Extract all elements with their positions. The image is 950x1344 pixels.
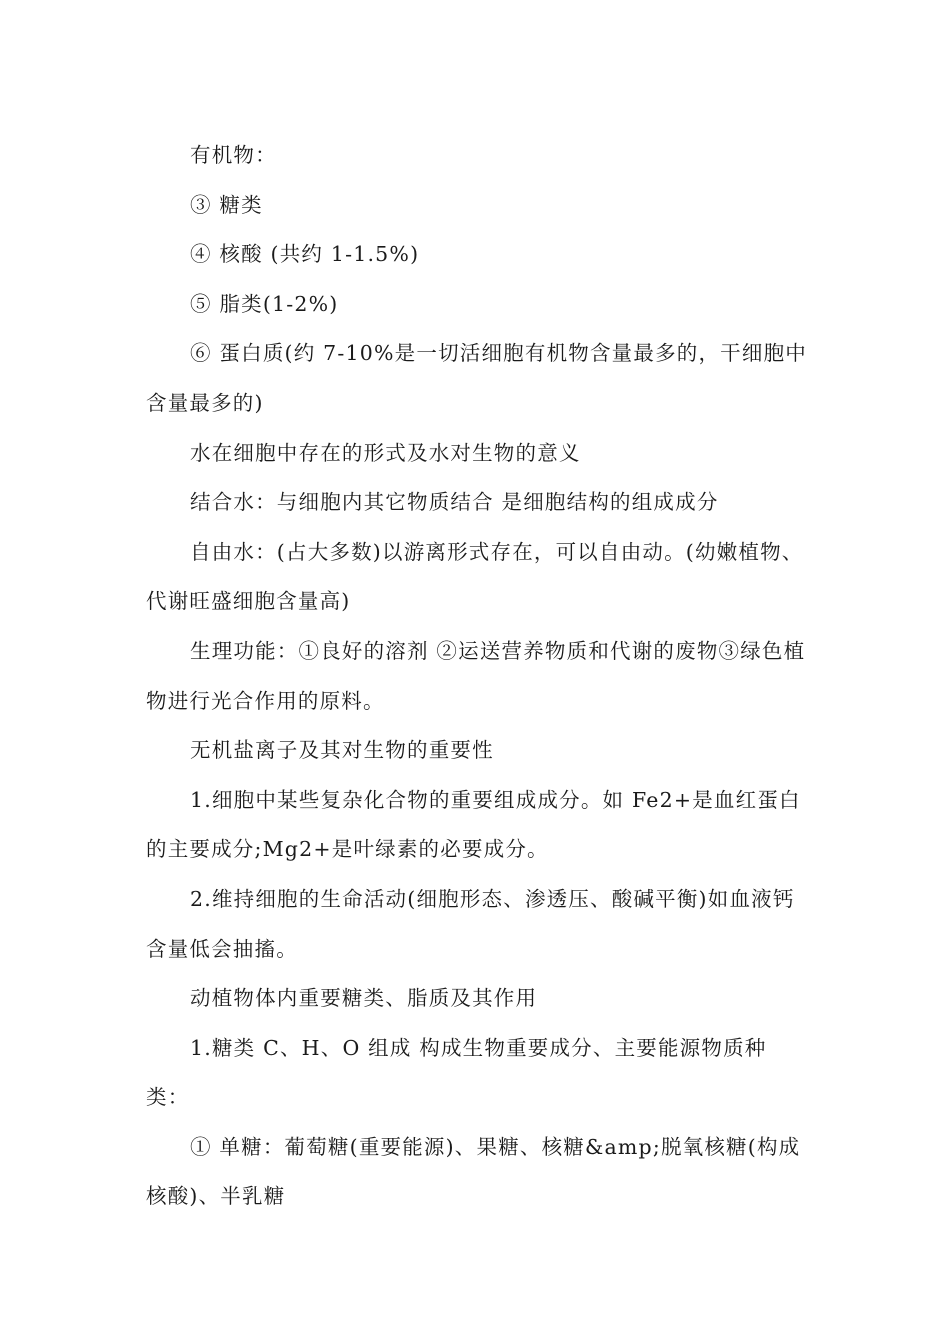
paragraph-organic-matter-heading: 有机物： (190, 143, 277, 167)
paragraph-sugars-lipids-heading: 动植物体内重要糖类、脂质及其作用 (190, 986, 538, 1011)
paragraph-inorganic-salts-heading: 无机盐离子及其对生物的重要性 (190, 738, 494, 763)
paragraph-bound-water: 结合水：与细胞内其它物质结合 是细胞结构的组成成分 (190, 490, 719, 515)
paragraph-water-forms-heading: 水在细胞中存在的形式及水对生物的意义 (190, 440, 581, 465)
paragraph-nucleic-acid: ④ 核酸 (共约 1-1.5%) (190, 242, 420, 267)
paragraph-protein: ⑥ 蛋白质(约 7-10%是一切活细胞有机物含量最多的，干细胞中含量最多的) (146, 341, 807, 415)
paragraph-sugar-composition: 1.糖类 C、H、O 组成 构成生物重要成分、主要能源物质种类： (146, 1035, 767, 1110)
paragraph-monosaccharides: ① 单糖：葡萄糖(重要能源)、果糖、核糖&amp;脱氧核糖(构成核酸)、半乳糖 (146, 1134, 801, 1209)
paragraph-salts-point-1: 1.细胞中某些复杂化合物的重要组成成分。如 Fe2+是血红蛋白的主要成分;Mg2+是叶绿素的必要成分。 (146, 787, 801, 862)
document-body (146, 131, 808, 1222)
paragraph-sugars: ③ 糖类 (190, 192, 263, 217)
paragraph-salts-point-2: 2.维持细胞的生命活动(细胞形态、渗透压、酸碱平衡)如血液钙含量低会抽搐。 (146, 886, 795, 961)
paragraph-water-functions: 生理功能：①良好的溶剂 ②运送营养物质和代谢的废物③绿色植物进行光合作用的原料。 (146, 638, 806, 713)
paragraph-free-water: 自由水：(占大多数)以游离形式存在，可以自由动。(幼嫩植物、代谢旺盛细胞含量高) (146, 539, 804, 614)
paragraph-lipids: ⑤ 脂类(1-2%) (190, 291, 339, 316)
